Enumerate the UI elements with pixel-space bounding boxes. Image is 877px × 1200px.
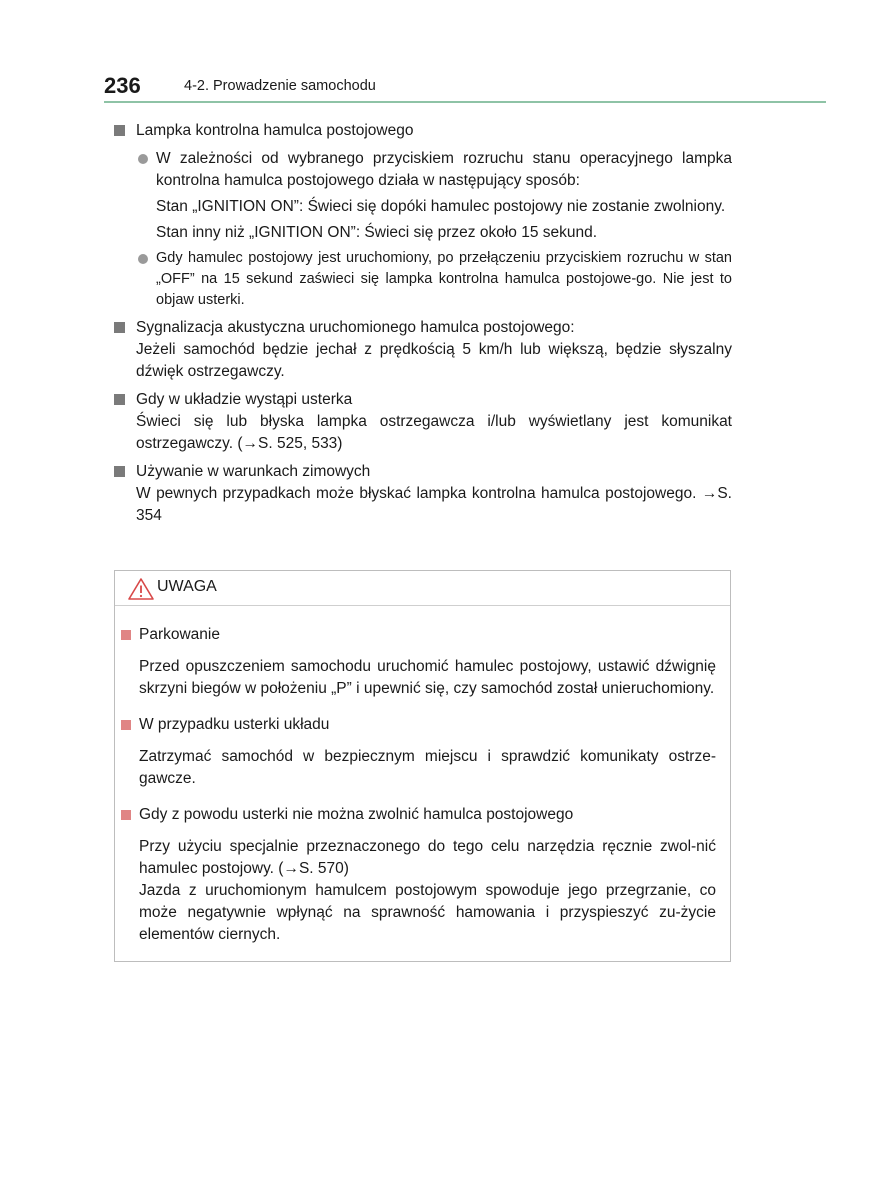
section-title: Lampka kontrolna hamulca postojowego	[114, 120, 732, 142]
list-item: Gdy hamulec postojowy jest uruchomiony, po przełączeniu przyciskiem rozruchu w stan „OFF” na 15 sekund zaświeci się lampka kontrolna hamulca postojowe-go. Nie jest to objaw usterki.	[114, 248, 732, 311]
section-title: Gdy w układzie wystąpi usterka	[114, 389, 732, 411]
section-square-icon	[114, 322, 125, 333]
section-body: Jeżeli samochód będzie jechał z prędkością 5 km/h lub większą, będzie słyszalny dźwięk ostrzegawczy.	[136, 341, 732, 380]
caution-item-text: Przy użyciu specjalnie przeznaczonego do tego celu narzędzia ręcznie zwol-nić hamulec postojowy. (→S. 570) Jazda z uruchomionym hamulcem postojowym spowoduje jego przegrzanie, co może negatywnie wpłynąć na sprawność hamowania i przyspieszyć zu-życie elementów ciernych.	[139, 838, 716, 943]
header-rule	[104, 101, 826, 103]
section-body: Świeci się lub błyska lampka ostrzegawcza i/lub wyświetlany jest komunikat ostrzegawczy. (→S. 525, 533)	[136, 413, 732, 452]
main-content	[114, 118, 732, 527]
section-title: Sygnalizacja akustyczna uruchomionego hamulca postojowego:	[114, 317, 732, 339]
caution-square-icon	[121, 630, 131, 640]
caution-box	[114, 570, 731, 962]
sub-paragraph: Stan inny niż „IGNITION ON”: Świeci się przez około 15 sekund.	[156, 224, 598, 241]
caution-item-title: Gdy z powodu usterki nie można zwolnić hamulca postojowego	[121, 804, 716, 826]
section-square-icon	[114, 466, 125, 477]
warning-triangle-icon	[127, 577, 155, 601]
section-title: Używanie w warunkach zimowych	[114, 461, 732, 483]
caution-square-icon	[121, 810, 131, 820]
page-number: 236	[104, 73, 141, 98]
bullet-dot-icon	[138, 154, 148, 164]
bullet-dot-icon	[138, 254, 148, 264]
caution-square-icon	[121, 720, 131, 730]
caution-body	[115, 606, 730, 946]
section-body: W pewnych przypadkach może błyskać lampka kontrolna hamulca postojowego. →S. 354	[136, 485, 732, 524]
chapter-title: 4-2. Prowadzenie samochodu	[184, 78, 376, 94]
section-square-icon	[114, 394, 125, 405]
caution-header	[115, 571, 730, 606]
caution-label: UWAGA	[157, 578, 217, 595]
caution-item-text: Zatrzymać samochód w bezpiecznym miejscu i sprawdzić komunikaty ostrze-gawcze.	[139, 748, 716, 787]
page-header	[104, 72, 826, 102]
caution-item-title: Parkowanie	[121, 624, 716, 646]
sub-paragraph: Stan „IGNITION ON”: Świeci się dopóki hamulec postojowy nie zostanie zwolniony.	[156, 198, 726, 215]
section-square-icon	[114, 125, 125, 136]
list-item: W zależności od wybranego przyciskiem rozruchu stanu operacyjnego lampka kontrolna hamulca postojowego działa w następujący sposób:	[114, 148, 732, 192]
caution-item-text: Przed opuszczeniem samochodu uruchomić hamulec postojowy, ustawić dźwignię skrzyni biegów w położeniu „P” i upewnić się, czy samochód został unieruchomiony.	[139, 658, 716, 697]
caution-item-title: W przypadku usterki układu	[121, 714, 716, 736]
